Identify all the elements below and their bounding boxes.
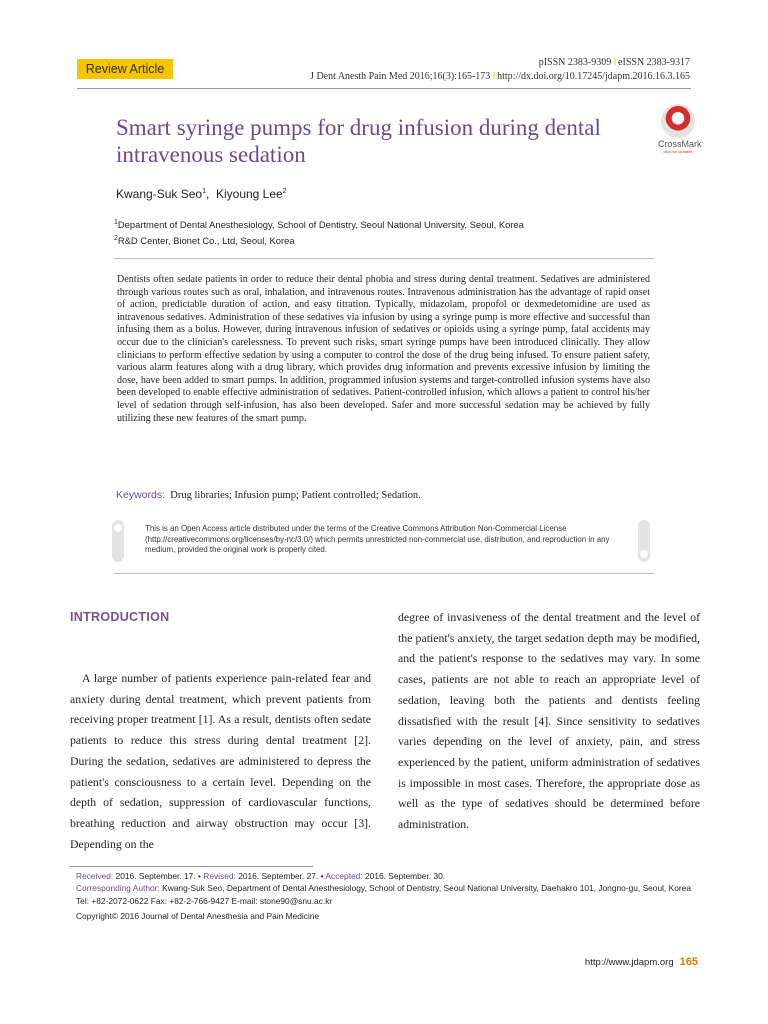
article-history [76, 871, 445, 882]
author-affiliation-mark: 2 [282, 188, 287, 195]
crossmark-sublabel: click for updates [663, 149, 693, 154]
affiliation [114, 232, 295, 247]
bullet: • [198, 871, 201, 881]
issn-separator: ‖ [613, 57, 617, 68]
open-access-text: This is an Open Access article distributed under the terms of the Creative Commons Attribution Non-Commercial License (http://creativecommons.org/licenses/by-nc/3.0/) which permits unrestricted non-commercial use, distribution, and reproduction in any medium, provided the original work is properly cited. [145, 524, 610, 554]
crossmark-badge[interactable] [658, 104, 702, 154]
header-divider [77, 88, 691, 89]
quote-bar-left-icon [112, 520, 124, 562]
article-type-badge: Review Article [77, 59, 173, 79]
keywords-text: Drug libraries; Infusion pump; Patient controlled; Sedation. [170, 490, 421, 501]
journal-url[interactable]: http://www.jdapm.org [584, 957, 674, 968]
journal-citation: J Dent Anesth Pain Med 2016;16(3):165-173 [310, 71, 491, 82]
affiliation [114, 216, 524, 231]
affiliation-mark: 1 [114, 219, 118, 226]
received-date: 2016. September. 17. [115, 871, 196, 881]
eissn: eISSN 2383-9317 [618, 57, 690, 68]
author-affiliation-mark: 1 [202, 188, 206, 195]
footnote-divider [70, 866, 313, 867]
revised-date: 2016. September. 27. [238, 871, 319, 881]
crossmark-label: CrossMark [658, 139, 702, 149]
page-footer [585, 956, 698, 968]
abstract-divider-top [114, 258, 654, 259]
corresponding-author [76, 883, 691, 894]
received-label: Received: [76, 871, 114, 881]
keywords [116, 488, 656, 503]
revised-label: Revised: [203, 871, 236, 881]
affiliation-mark: 2 [114, 235, 118, 242]
accepted-date: 2016. September. 30. [365, 871, 446, 881]
introduction-paragraph: A large number of patients experience pain-related fear and anxiety during dental treatment, which prevent patients from receiving proper treatment [1]. As a result, dentists often sedate patients to reduce this stress during dental treatment [2]. During the sedation, sedatives are administered to depress the patient's consciousness to a certain level. Depending on the depth of sedation, suppression of cardiovascular functions, breathing reduction and airway obstruction may occur [3]. Depending on the [70, 671, 371, 851]
corresponding-label: Corresponding Author: [76, 883, 160, 893]
corresponding-address: Kwang-Suk Seo, Department of Dental Anesthesiology, School of Dentistry, Seoul National University, Daehakro 101, Jongno-gu, Seoul, Korea [162, 883, 691, 893]
author-name: Kwang-Suk Seo [116, 187, 203, 201]
author-name: Kiyoung Lee [215, 187, 283, 201]
author-list: Kwang-Suk Seo$^1$, Kiyoung Lee$^2$ [116, 187, 287, 201]
crossmark-icon [661, 104, 695, 138]
accepted-label: Accepted: [325, 871, 363, 881]
affiliation-text: Department of Dental Anesthesiology, School of Dentistry, Seoul National University, Seoul, Korea [117, 219, 524, 231]
body-text-right-column: degree of invasiveness of the dental treatment and the level of the patient's anxiety, the target sedation depth may be modified, and the patient's response to the sedatives may vary. In some cases, patients are not able to reach an appropriate level of sedation, leaving both the patients and dentists feeling dissatisfied with the result [4]. Since sensitivity to sedatives varies depending on the level of anxiety, pain, and stress experienced by the patient, uniform administration of sedatives is impossible in most cases. Therefore, the appropriate dose as well as the type of sedatives should be determined before administration. [398, 610, 700, 832]
quote-bar-right-icon [638, 520, 650, 562]
keywords-label: Keywords: [116, 489, 166, 501]
contact-info: Tel: +82-2072-0622 Fax: +82-2-766-9427 E-mail: stone90@snu.ac.kr [76, 896, 333, 906]
issn-line [539, 55, 690, 70]
bullet: • [320, 871, 324, 881]
affiliation-text: R&D Center, Bionet Co., Ltd, Seoul, Korea [117, 235, 295, 247]
abstract: Dentists often sedate patients in order to reduce their dental phobia and stress during dental treatment. Sedatives are administered through various routes such as oral, inhalation, and intravenous routes. Intravenous administration has the advantage of rapid onset of action, predictable duration of action, and easy titration. Typically, midazolam, propofol or dexmedetomidine are used as intravenous sedatives. Administration of these sedatives via infusion by using a syringe pump is more effective and successful than infusing them as a bolus. However, during intravenous infusion of sedatives or opioids using a syringe pump, fatal accidents may occur due to the clinician's carelessness. To prevent such risks, smart syringe pumps have been introduced clinically. They allow clinicians to perform effective sedation by using a computer to control the dose of the drug being infused. To ensure patient safety, various alarm features along with a drug library, which provides drug information and prevents excessive infusion by limiting the dose, have been added to smart pumps. In addition, programmed infusion systems and target-controlled infusion systems have also been developed to enable effective administration of sedatives. Patient-controlled infusion, which allows a patient to control his/her level of sedation through self-infusion, has also been developed. Safer and more successful sedation may be achieved by fully utilizing these new features of the smart pump. [117, 274, 650, 424]
body-text-left-column [70, 668, 371, 854]
doi-link[interactable]: http://dx.doi.org/10.17245/jdapm.2016.16.3.165 [497, 71, 690, 82]
pissn: pISSN 2383-9309 [538, 57, 612, 68]
open-access-notice [108, 516, 656, 570]
section-heading-introduction: INTRODUCTION [70, 610, 170, 624]
citation-line [310, 70, 690, 83]
citation-separator: ‖ [492, 71, 496, 82]
copyright: Copyright© 2016 Journal of Dental Anesthesia and Pain Medicine [76, 911, 320, 921]
page-number: 165 [679, 956, 698, 968]
abstract-divider-bottom [114, 573, 654, 574]
article-title: Smart syringe pumps for drug infusion during dental intravenous sedation [116, 115, 601, 167]
